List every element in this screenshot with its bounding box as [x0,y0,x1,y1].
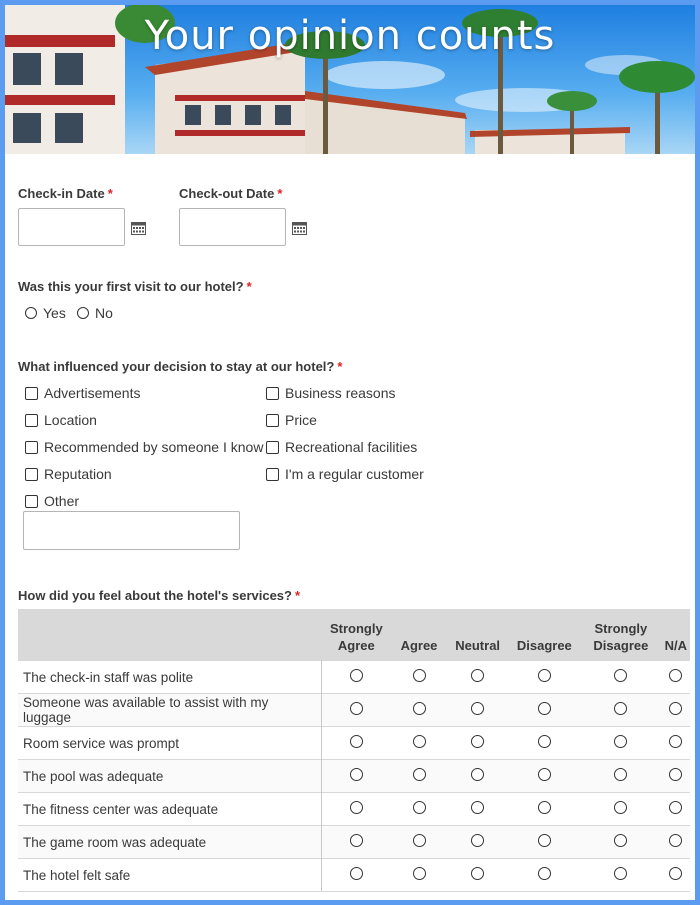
rating-radio-button[interactable] [413,801,426,814]
rating-cell [447,859,509,892]
rating-cell [322,694,392,727]
calendar-icon[interactable] [131,221,146,235]
influence-option[interactable] [25,466,112,482]
row-label: The pool was adequate [18,760,322,793]
rating-cell [662,793,690,826]
rating-cell [662,826,690,859]
matrix-corner [18,609,322,661]
rating-radio-button[interactable] [350,834,363,847]
first-visit-yes-option[interactable] [25,305,66,321]
rating-cell [508,793,580,826]
option-label: Advertisements [44,385,141,401]
required-star: * [107,186,113,201]
influence-option[interactable] [266,385,396,401]
rating-radio-button[interactable] [413,867,426,880]
column-header: Strongly Agree [322,609,392,661]
option-label: Recommended by someone I know [44,439,264,455]
rating-cell [447,760,509,793]
matrix-row [18,661,690,694]
rating-radio-button[interactable] [614,768,627,781]
rating-cell [580,826,661,859]
row-label: The game room was adequate [18,826,322,859]
column-header: Strongly Disagree [580,609,661,661]
rating-cell [580,760,661,793]
services-question-text: How did you feel about the hotel's services? [18,588,292,603]
services-question [18,588,300,603]
rating-cell [662,694,690,727]
rating-cell [580,661,661,694]
rating-radio-button[interactable] [471,735,484,748]
matrix-row [18,793,690,826]
required-star: * [246,279,252,294]
row-label: The hotel felt safe [18,859,322,892]
option-label: No [95,305,113,321]
rating-cell [662,859,690,892]
matrix-row [18,760,690,793]
first-visit-no-option[interactable] [77,305,113,321]
rating-cell [322,793,392,826]
option-label: I'm a regular customer [285,466,424,482]
rating-radio-button[interactable] [538,834,551,847]
rating-cell [391,760,447,793]
rating-cell [580,727,661,760]
rating-radio-button[interactable] [669,801,682,814]
influence-option[interactable] [266,466,424,482]
other-text-input[interactable] [23,511,240,550]
influence-option[interactable] [25,439,263,455]
rating-cell [508,727,580,760]
rating-cell [508,661,580,694]
rating-cell [322,826,392,859]
influence-question [18,359,342,374]
rating-radio-button[interactable] [413,735,426,748]
rating-radio-button[interactable] [350,735,363,748]
rating-cell [391,694,447,727]
rating-radio-button[interactable] [669,702,682,715]
checkin-date-input[interactable] [18,208,125,246]
influence-question-text: What influenced your decision to stay at our hotel? [18,359,335,374]
option-label: Recreational facilities [285,439,418,455]
influence-option[interactable] [25,412,97,428]
rating-radio-button[interactable] [538,669,551,682]
option-label: Yes [43,305,66,321]
rating-cell [508,760,580,793]
calendar-icon[interactable] [292,221,307,235]
rating-cell [322,859,392,892]
rating-radio-button[interactable] [669,735,682,748]
rating-radio-button[interactable] [614,735,627,748]
option-label: Business reasons [285,385,396,401]
rating-radio-button[interactable] [471,702,484,715]
column-header: Disagree [508,609,580,661]
rating-cell [580,859,661,892]
checkbox[interactable] [266,414,279,427]
option-label: Price [285,412,317,428]
matrix-row [18,826,690,859]
rating-radio-button[interactable] [669,867,682,880]
checkin-label-text: Check-in Date [18,186,105,201]
checkbox[interactable] [266,387,279,400]
rating-radio-button[interactable] [669,669,682,682]
checkin-label [18,186,113,201]
rating-cell [447,727,509,760]
matrix-row [18,694,690,727]
rating-radio-button[interactable] [669,768,682,781]
checkbox[interactable] [25,495,38,508]
rating-radio-button[interactable] [350,801,363,814]
form-frame [5,5,695,900]
radio-button[interactable] [77,307,89,319]
rating-cell [447,826,509,859]
influence-option-other[interactable] [25,493,79,509]
rating-radio-button[interactable] [614,801,627,814]
option-label: Reputation [44,466,112,482]
rating-radio-button[interactable] [413,669,426,682]
checkbox[interactable] [25,441,38,454]
rating-cell [508,859,580,892]
column-header: Agree [391,609,447,661]
first-visit-question-text: Was this your first visit to our hotel? [18,279,244,294]
rating-cell [508,826,580,859]
rating-cell [391,859,447,892]
checkbox[interactable] [266,468,279,481]
rating-radio-button[interactable] [471,669,484,682]
rating-cell [662,661,690,694]
rating-radio-button[interactable] [538,867,551,880]
rating-cell [580,694,661,727]
required-star: * [337,359,343,374]
rating-cell [662,760,690,793]
header-banner [5,5,695,154]
rating-cell [508,694,580,727]
rating-radio-button[interactable] [614,702,627,715]
rating-cell [391,826,447,859]
rating-cell [322,727,392,760]
rating-radio-button[interactable] [538,735,551,748]
rating-cell [391,661,447,694]
checkbox[interactable] [25,468,38,481]
matrix-row [18,859,690,892]
rating-cell [322,661,392,694]
rating-radio-button[interactable] [413,702,426,715]
option-label: Other [44,493,80,509]
matrix-header-row [18,609,690,661]
services-rating-matrix [18,609,690,892]
required-star: * [294,588,301,603]
matrix-body [18,661,690,892]
column-header: Neutral [447,609,509,661]
row-label: The check-in staff was polite [18,661,322,694]
row-label: Someone was available to assist with my luggage [18,694,322,727]
required-star: * [277,186,283,201]
rating-radio-button[interactable] [669,834,682,847]
rating-radio-button[interactable] [471,834,484,847]
row-label: Room service was prompt [18,727,322,760]
rating-radio-button[interactable] [471,867,484,880]
rating-cell [447,793,509,826]
rating-radio-button[interactable] [538,801,551,814]
rating-cell [662,727,690,760]
matrix-row [18,727,690,760]
rating-radio-button[interactable] [471,801,484,814]
rating-cell [447,661,509,694]
rating-radio-button[interactable] [471,768,484,781]
rating-cell [391,793,447,826]
rating-cell [580,793,661,826]
row-label: The fitness center was adequate [18,793,322,826]
rating-radio-button[interactable] [413,834,426,847]
checkbox[interactable] [25,414,38,427]
checkout-date-input[interactable] [179,208,286,246]
rating-cell [391,727,447,760]
rating-radio-button[interactable] [350,867,363,880]
checkout-label-text: Check-out Date [179,186,275,201]
rating-radio-button[interactable] [350,702,363,715]
rating-radio-button[interactable] [538,768,551,781]
radio-button[interactable] [25,307,37,319]
rating-radio-button[interactable] [614,867,627,880]
checkout-label [179,186,282,201]
rating-radio-button[interactable] [614,834,627,847]
rating-radio-button[interactable] [538,702,551,715]
rating-cell [447,694,509,727]
rating-radio-button[interactable] [614,669,627,682]
first-visit-question [18,279,252,294]
column-header: N/A [662,609,690,661]
rating-radio-button[interactable] [350,768,363,781]
influence-option[interactable] [25,385,140,401]
rating-radio-button[interactable] [413,768,426,781]
rating-cell [322,760,392,793]
rating-radio-button[interactable] [350,669,363,682]
influence-option[interactable] [266,412,317,428]
checkbox[interactable] [266,441,279,454]
influence-option[interactable] [266,439,417,455]
checkbox[interactable] [25,387,38,400]
option-label: Location [44,412,97,428]
page-title: Your opinion counts [144,13,556,59]
